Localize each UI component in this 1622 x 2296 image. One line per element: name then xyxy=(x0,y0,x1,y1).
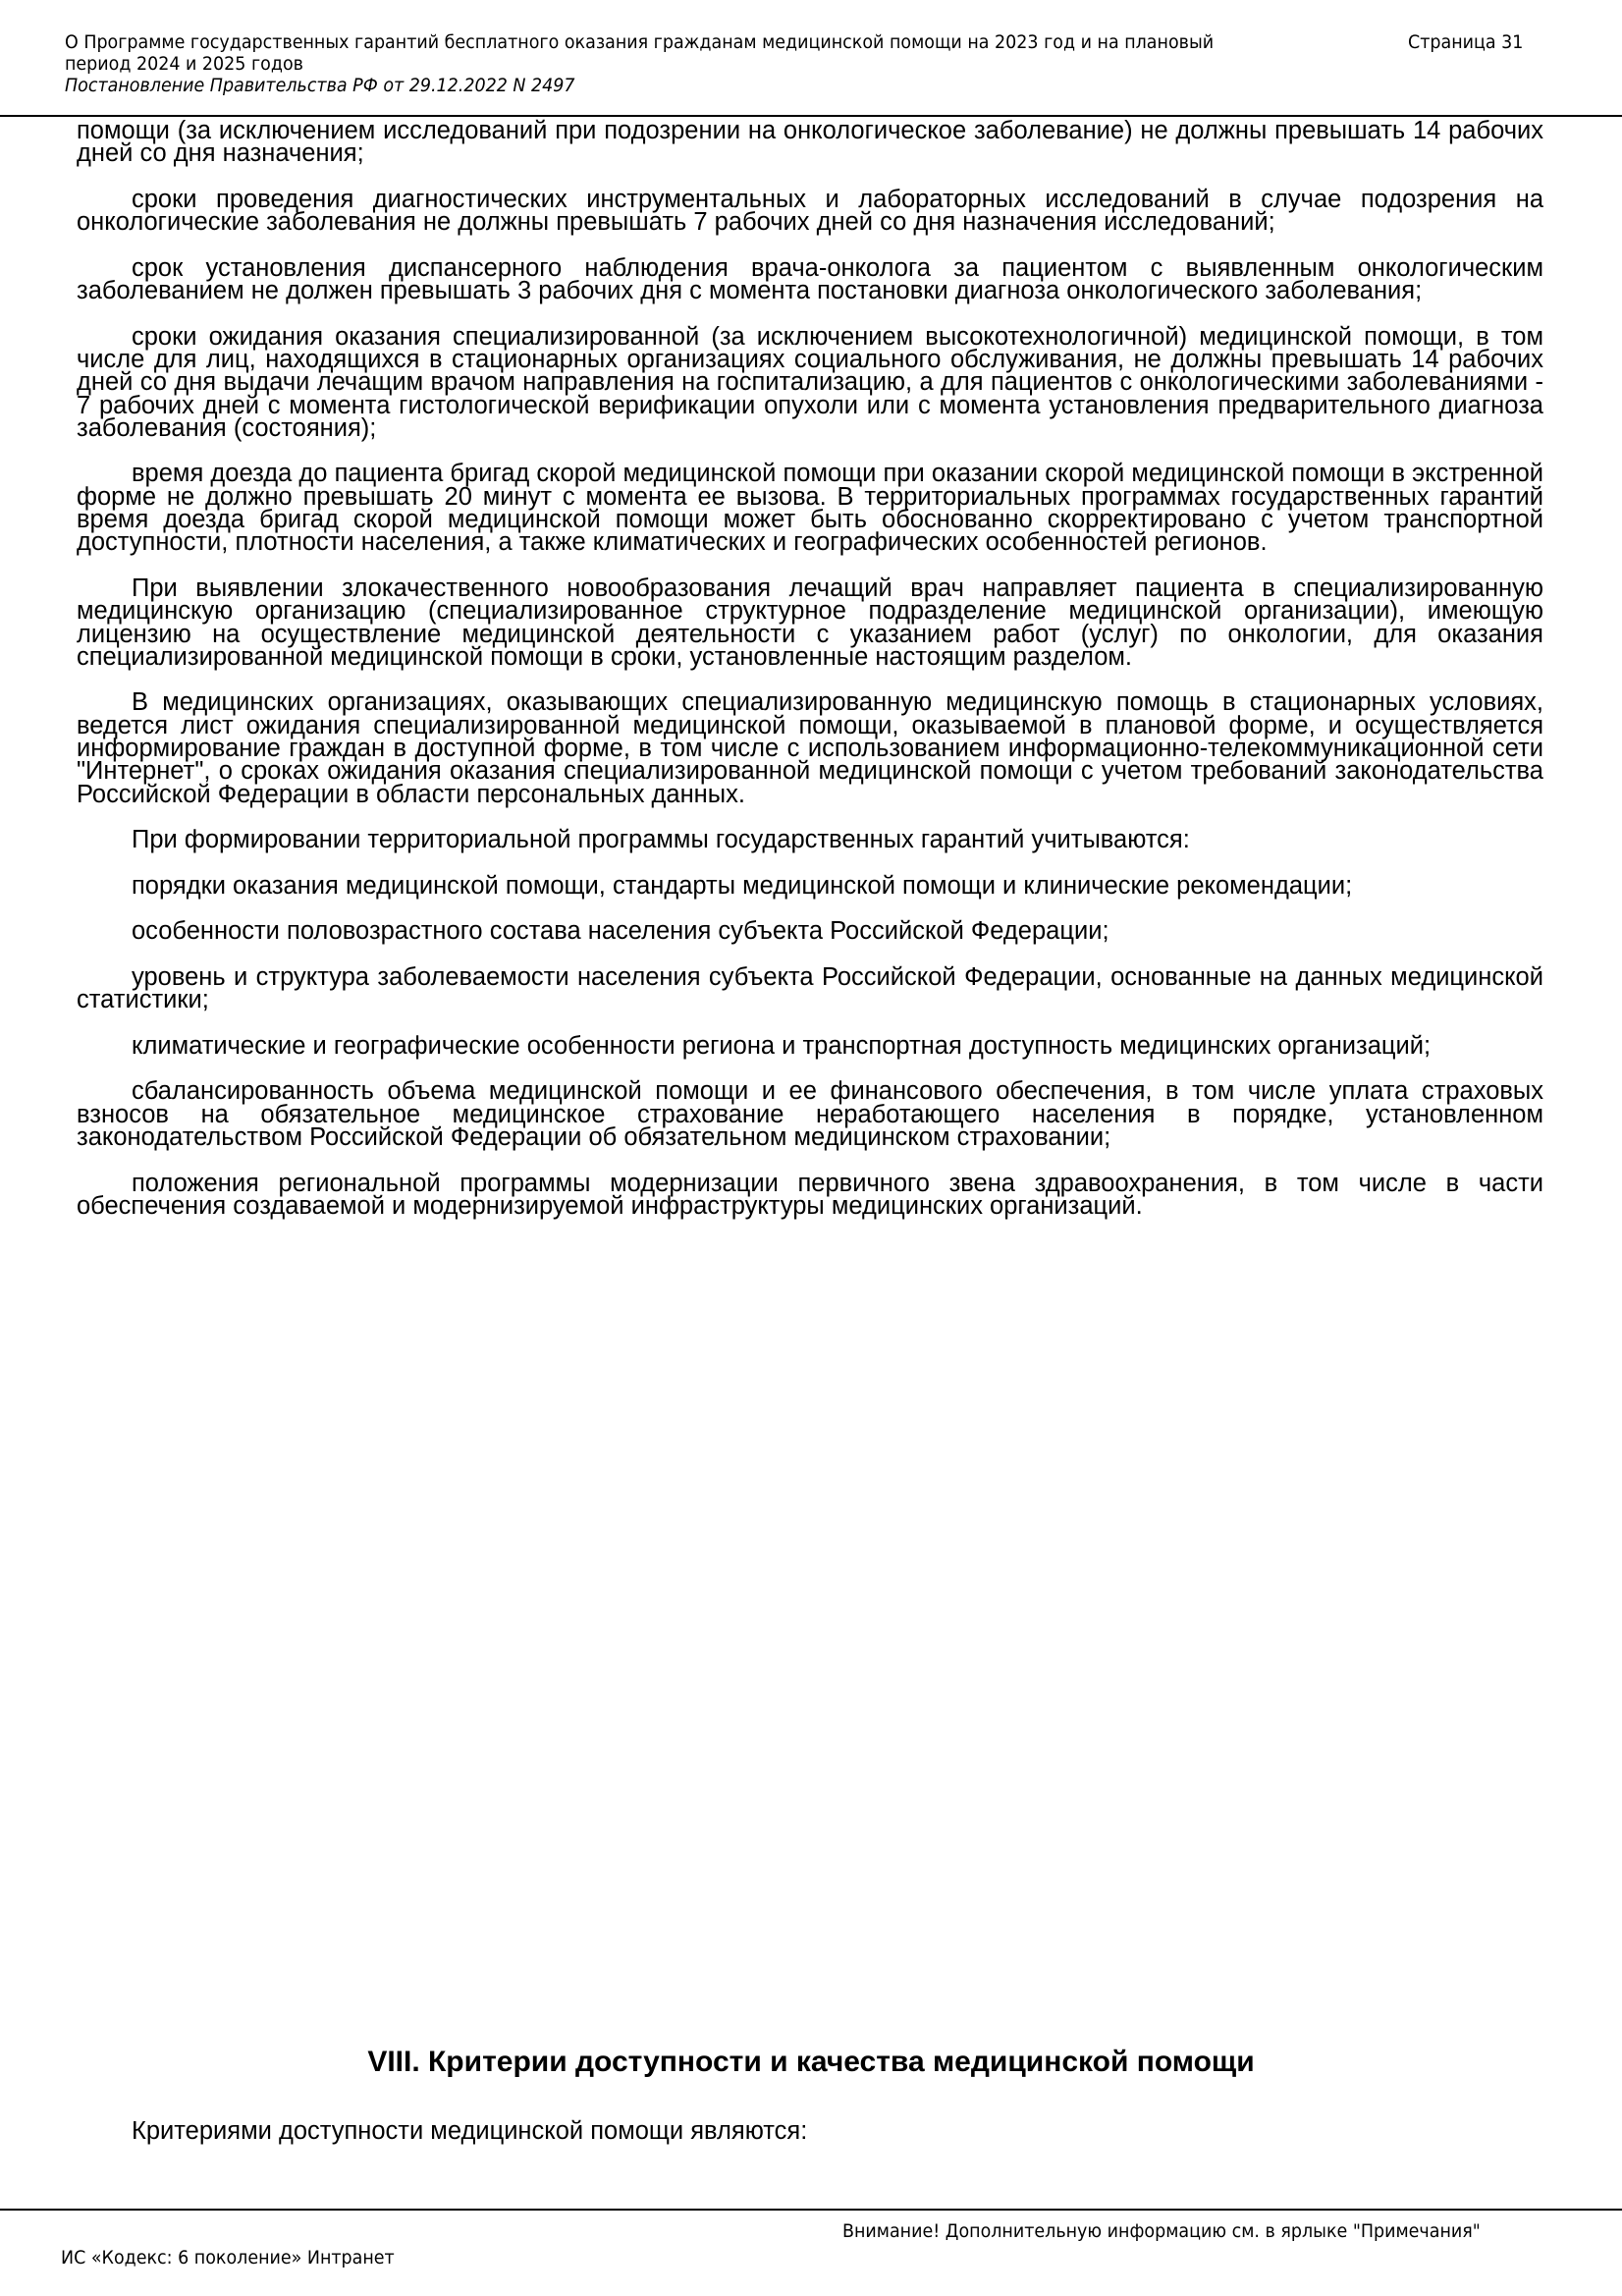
document-subtitle: Постановление Правительства РФ от 29.12.2022 N 2497 xyxy=(65,75,575,96)
document-title-line2: период 2024 и 2025 годов xyxy=(65,53,303,75)
document-title-line1: О Программе государственных гарантий бесплатного оказания гражданам медицинской помощи на 2023 год и на плановый xyxy=(65,31,1215,53)
paragraph: порядки оказания медицинской помощи, стандарты медицинской помощи и клинические рекомендации; xyxy=(132,871,1353,900)
footer-divider xyxy=(0,2209,1622,2211)
section-intro: Критериями доступности медицинской помощи являются: xyxy=(132,2117,808,2145)
paragraph: климатические и географические особенности региона и транспортная доступность медицинских организаций; xyxy=(132,1031,1432,1060)
paragraph: время доезда до пациента бригад скорой медицинской помощи при оказании скорой медицинской помощи в экстренной форме не должно превышать 20 минут с момента ее вызова. В территориальных программах государственных гарантий время доезда бригад скорой медицинской помощи может быть обоснованно скорректировано с учетом транспортной доступности, плотности населения, а также климатических и географических особенностей регионов. xyxy=(77,460,1543,557)
paragraph: срок установления диспансерного наблюдения врача-онколога за пациентом с выявленным онкологическим заболеванием не должен превышать 3 рабочих дня с момента постановки диагноза онкологического заболевания; xyxy=(77,253,1543,305)
paragraph: сроки ожидания оказания специализированной (за исключением высокотехнологичной) медицинской помощи, в том числе для лиц, находящихся в стационарных организациях социального обслуживания, не должны превышать 14 рабочих дней со дня выдачи лечащим врачом направления на госпитализацию, а для пациентов с онкологическими заболеваниями - 7 рабочих дней с момента гистологической верификации опухоли или с момента установления предварительного диагноза заболевания (состояния); xyxy=(77,322,1543,442)
paragraph: В медицинских организациях, оказывающих специализированную медицинскую помощь в стационарных условиях, ведется лист ожидания специализированной медицинской помощи, оказываемой в плановой форме, и осуществляется информирование граждан в доступной форме, в том числе с использованием информационно-телекоммуникационной сети "Интернет", о сроках ожидания оказания специализированной медицинской помощи с учетом требований законодательства Российской Федерации в области персональных данных. xyxy=(77,688,1543,808)
document-body xyxy=(77,117,1543,1241)
paragraph: При выявлении злокачественного новообразования лечащий врач направляет пациента в специализированную медицинскую организацию (специализированное структурное подразделение медицинской организации), имеющую лицензию на осуществление медицинской деятельности с указанием работ (услуг) по онкологии, для оказания специализированной медицинской помощи в сроки, установленные настоящим разделом. xyxy=(77,574,1543,671)
paragraph: уровень и структура заболеваемости населения субъекта Российской Федерации, основанные на данных медицинской статистики; xyxy=(77,962,1543,1014)
paragraph: сроки проведения диагностических инструментальных и лабораторных исследований в случае подозрения на онкологические заболевания не должны превышать 7 рабочих дней со дня назначения исследований; xyxy=(77,185,1543,237)
paragraph: помощи (за исключением исследований при подозрении на онкологическое заболевание) не должны превышать 14 рабочих дней со дня назначения; xyxy=(77,117,1543,168)
document-header xyxy=(65,31,1257,96)
section-heading: VIII. Критерии доступности и качества медицинской помощи xyxy=(367,2046,1255,2078)
page-number: Страница 31 xyxy=(1408,31,1524,53)
paragraph: особенности половозрастного состава населения субъекта Российской Федерации; xyxy=(132,917,1109,946)
paragraph: положения региональной программы модернизации первичного звена здравоохранения, в том числе в части обеспечения создаваемой и модернизируемой инфраструктуры медицинских организаций. xyxy=(77,1169,1543,1220)
paragraph: При формировании территориальной программы государственных гарантий учитываются: xyxy=(132,826,1190,854)
footer-note: Внимание! Дополнительную информацию см. в ярлыке "Примечания" xyxy=(842,2220,1481,2242)
paragraph: сбалансированность объема медицинской помощи и ее финансового обеспечения, в том числе уплата страховых взносов на обязательное медицинское страхование неработающего населения в порядке, установленном законодательством Российской Федерации об обязательном медицинском страховании; xyxy=(77,1077,1543,1152)
footer-system-label: ИС «Кодекс: 6 поколение» Интранет xyxy=(61,2247,395,2269)
